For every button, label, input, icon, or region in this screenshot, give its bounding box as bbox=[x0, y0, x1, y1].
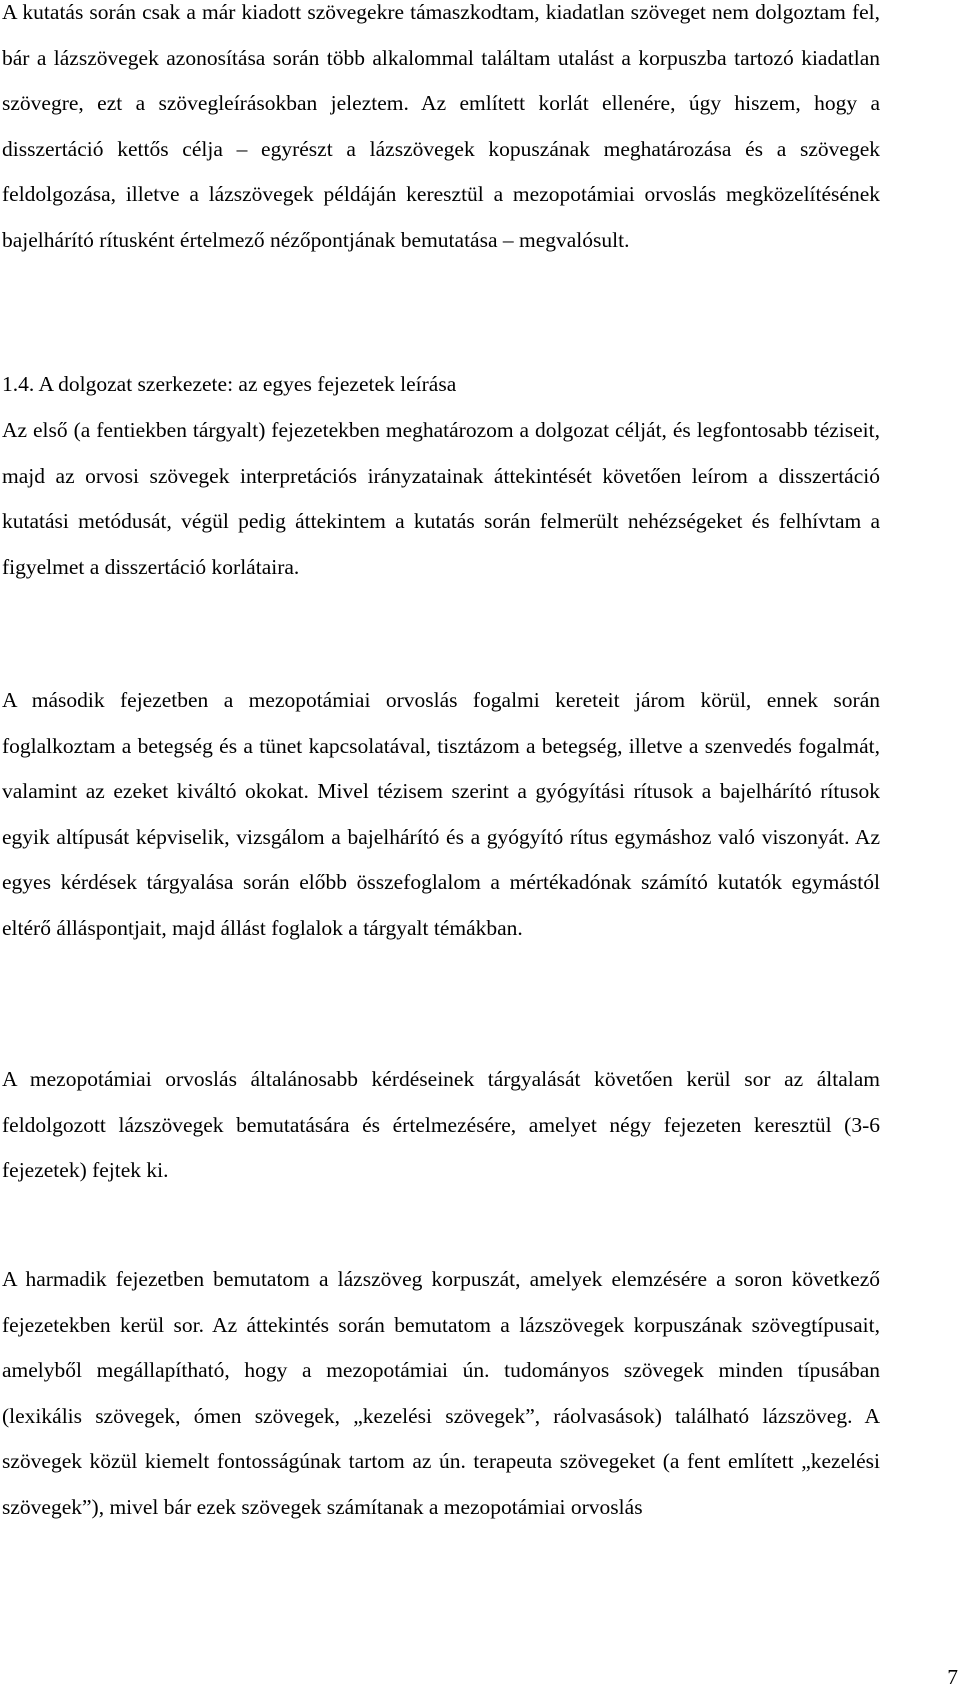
paragraph-second-chapter: A második fejezetben a mezopotámiai orvoslás fogalmi kereteit járom körül, ennek során foglalkoztam a betegség és a tünet kapcsolatával, tisztázom a betegség, illetve a szenvedés fogalmát, valamint az ezeket kiváltó okokat. Mivel tézisem szerint a gyógyítási rítusok a bajelhárító rítusok egyik altípusát képviselik, vizsgálom a bajelhárító és a gyógyító rítus egymáshoz való viszonyát. Az egyes kérdések tárgyalása során előbb összefoglalom a mértékadónak számító kutatók egymástól eltérő álláspontjait, majd állást foglalok a tárgyalt témákban. bbox=[2, 688, 880, 940]
paragraph-third-chapter: A harmadik fejezetben bemutatom a lázszöveg korpuszát, amelyek elemzésére a soron következő fejezetekben kerül sor. Az áttekintés során bemutatom a lázszövegek korpuszának szövegtípusait, amelyből megállapítható, hogy a mezopotámiai ún. tudományos szövegek minden típusában (lexikális szövegek, ómen szövegek, „kezelési szövegek”, ráolvasások) található lázszöveg. A szövegek közül kiemelt fontosságúnak tartom az ún. terapeuta szövegeket (a fent említett „kezelési szövegek”), mivel bár ezek szövegek számítanak a mezopotámiai orvoslás bbox=[2, 1267, 880, 1519]
paragraph-fever-texts-overview: A mezopotámiai orvoslás általánosabb kérdéseinek tárgyalását követően kerül sor az általam feldolgozott lázszövegek bemutatására és értelmezésére, amelyet négy fejezeten keresztül (3-6 fejezetek) fejtek ki. bbox=[2, 1067, 880, 1182]
page-number: 7 bbox=[947, 1665, 958, 1689]
section-heading: 1.4. A dolgozat szerkezete: az egyes fejezetek leírása bbox=[2, 372, 457, 396]
paragraph-research-limits: A kutatás során csak a már kiadott szövegekre támaszkodtam, kiadatlan szöveget nem dolgoztam fel, bár a lázszövegek azonosítása során több alkalommal találtam utalást a korpuszba tartozó kiadatlan szövegre, ezt a szövegleírásokban jeleztem. Az említett korlát ellenére, úgy hiszem, hogy a disszertáció kettős célja – egyrészt a lázszövegek kopuszának meghatározása és a szövegek feldolgozása, illetve a lázszövegek példáján keresztül a mezopotámiai orvoslás megközelítésének bajelhárító rítusként értelmező nézőpontjának bemutatása – megvalósult. bbox=[2, 0, 880, 252]
paragraph-first-chapters: Az első (a fentiekben tárgyalt) fejezetekben meghatározom a dolgozat célját, és legfontosabb téziseit, majd az orvosi szövegek interpretációs irányzatainak áttekintését követően leírom a disszertáció kutatási metódusát, végül pedig áttekintem a kutatás során felmerült nehézségeket és felhívtam a figyelmet a disszertáció korlátaira. bbox=[2, 418, 880, 579]
